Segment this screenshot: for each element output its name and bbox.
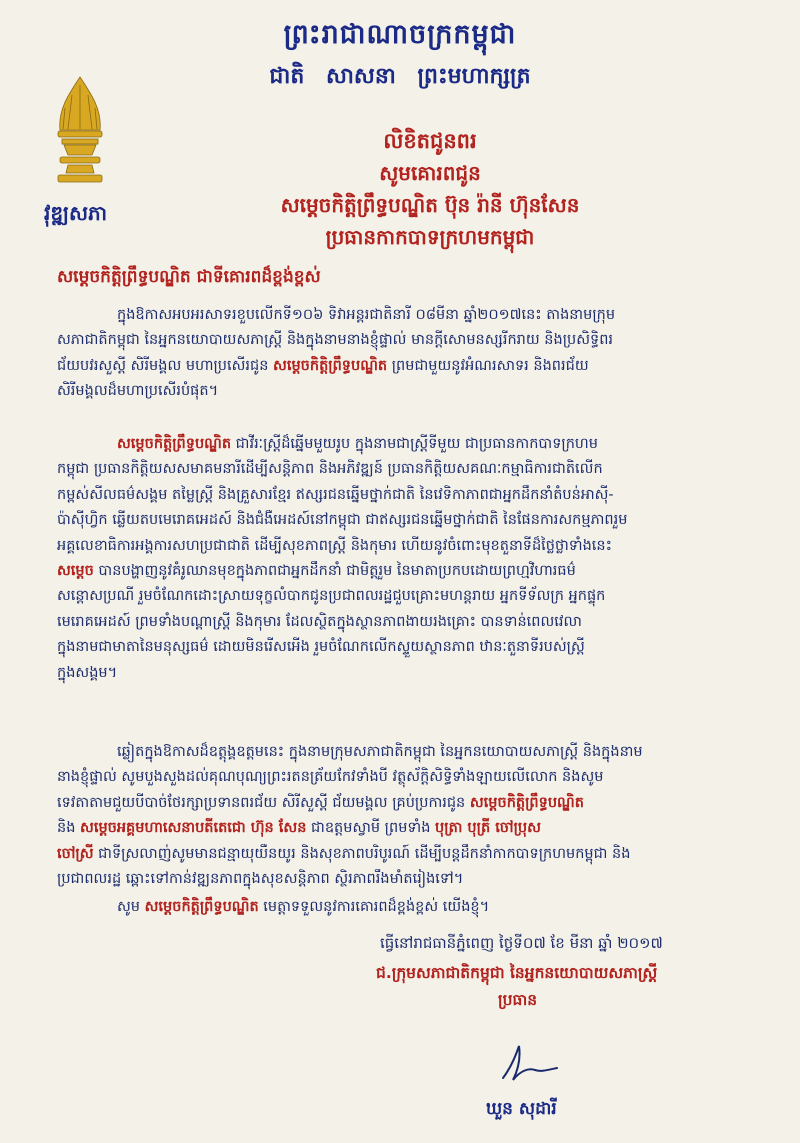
paragraph-line <box>57 354 747 379</box>
senate-emblem-icon <box>50 75 110 185</box>
text-run: សូម <box>117 899 141 915</box>
text-run: ព្រមជាមួយនូវអំណរសាទរ និងពរជ័យ <box>387 357 589 374</box>
paragraph-line: ក្នុងសង្គម។ <box>57 664 118 681</box>
paragraph-line <box>57 791 747 816</box>
letter-type: លិខិតជូនពរ <box>383 129 477 153</box>
paragraph-line: ឆ្លៀតក្នុងឱកាសដ៏ឧត្តុង្គឧត្តមនេះ ក្នុងនាមក្រុមសភាជាតិកម្ពុជា នៃអ្នកនយោបាយសភាស្ត្រី និងក្នុងនាម <box>117 744 643 760</box>
salutation: សម្តេចកិត្តិព្រឹទ្ធបណ្ឌិត ជាទីគោរពដ៏ខ្ពង់ខ្ពស់ <box>57 267 321 287</box>
paragraph-1 <box>57 303 747 405</box>
paragraph-line: កម្ពស់សីលធម៌សង្គម តម្លៃស្ត្រី និងគ្រួសារខ្មែរ ឥស្សរជនឆ្នើមថ្នាក់ជាតិ នៃវេទិកាភាពជាអ្នកដឹកនាំតំបន់អាស៊ី- <box>57 486 614 503</box>
text-run: ទេវតាតាមជួយបីបាច់ថែរក្សាប្រទានពរជ័យ សិរីសួស្តី ជ័យមង្គល គ្រប់ប្រការជូន <box>57 794 466 811</box>
text-run: ជាឧត្តមស្វាមី ព្រមទាំង <box>306 820 431 837</box>
paragraph-line <box>57 432 747 457</box>
honorific-highlight: សម្តេចកិត្តិព្រឹទ្ធបណ្ឌិត <box>117 436 232 452</box>
recipient-title: ប្រធានកាកបាទក្រហមកម្ពុជា <box>325 225 535 249</box>
honorific-highlight: បុត្រា បុត្រី ចៅប្រុស <box>435 820 541 837</box>
text-run: បានបង្ហាញនូវគំរូឈានមុខក្នុងភាពជាអ្នកដឹកនាំ ជាមិត្តរួម នៃមាតាប្រកបដោយព្រហ្មវិហារធម៌ <box>93 563 576 580</box>
honorific-highlight: ចៅស្រី <box>57 845 94 862</box>
paragraph-line <box>57 895 747 920</box>
paragraph-line: សិរីមង្គលដ៏មហាប្រសើរបំផុត។ <box>57 383 219 400</box>
text-run: ជាវីរៈស្ត្រីដ៏ឆ្នើមមួយរូប ក្នុងនាមជាស្ត្រីទីមួយ ជាប្រធានកាកបាទក្រហម <box>231 436 598 452</box>
text-run: ជ័យបវរសួស្តី សិរីមង្គល មហាប្រសើរជូន <box>57 357 269 374</box>
paragraph-line <box>57 816 747 841</box>
text-run: មេត្តាទទួលនូវការគោរពដ៏ខ្ពង់ខ្ពស់ យើងខ្ញុំ។ <box>258 899 490 915</box>
text-run: និង <box>57 820 76 837</box>
paragraph-4 <box>57 895 747 920</box>
paragraph-line: សន្តោសប្រណី រួមចំណែកដោះស្រាយទុក្ខលំបាកជូនប្រជាពលរដ្ឋជួបគ្រោះមហន្តរាយ អ្នកទីទ័លក្រ អ្នកផ្ទុក <box>57 588 606 605</box>
signer-organization: ជ.ក្រុមសភាជាតិកម្ពុជា នៃអ្នកនយោបាយសភាស្ត្រី <box>376 964 658 982</box>
signer-role: ប្រធាន <box>498 991 538 1009</box>
paragraph-line: នាងខ្ញុំផ្ទាល់ សូមបួងសួងដល់គុណបុណ្យព្រះរតនត្រ័យកែវទាំងបី វត្ថុស័ក្តិសិទ្ធិទាំងឡាយលើលោក និងសូម <box>57 769 604 786</box>
paragraph-line: ក្នុងឱកាសអបអរសាទរខួបលើកទី១០៦ ទិវាអន្តរជាតិនារី ០៨មីនា ឆ្នាំ២០១៧នេះ តាងនាមក្រុម <box>117 307 616 323</box>
national-motto: ជាតិ សាសនា ព្រះមហាក្សត្រ <box>269 64 531 89</box>
letter-date: ធ្វើនៅរាជធានីភ្នំពេញ ថ្ងៃទី០៧ ខែ មីនា ឆ្នាំ ២០១៧ <box>380 934 663 952</box>
honorific-highlight: សម្តេច <box>57 563 94 580</box>
letter-title-block <box>150 125 710 253</box>
text-run: ជាទីស្រលាញ់សូមមានជន្មាយុយឺនយូរ និងសុខភាពបរិបូរណ៍ ដើម្បីបន្តដឹកនាំកាកបាទក្រហមកម្ពុជា និង <box>93 845 631 862</box>
honorific-highlight: សម្តេចកិត្តិព្រឹទ្ធបណ្ឌិត <box>469 794 584 811</box>
addressing-line: សូមគោរពជូន <box>379 161 481 185</box>
recipient-name: សម្តេចកិត្តិព្រឹទ្ធបណ្ឌិត ប៊ុន រ៉ានី ហ៊ុនសែន <box>280 193 580 217</box>
paragraph-line: សភាជាតិកម្ពុជា នៃអ្នកនយោបាយសភាស្ត្រី និងក្នុងនាមនាងខ្ញុំផ្ទាល់ មានក្តីសោមនស្សរីករាយ និងប្រសិទ្ធិពរ <box>57 332 614 349</box>
honorific-highlight: សម្តេចកិត្តិព្រឹទ្ធបណ្ឌិត <box>144 899 259 915</box>
signer-name: ឃួន សុដារី <box>486 1099 557 1119</box>
paragraph-line: ក្នុងនាមជាមាតានៃមនុស្សធម៌ ដោយមិនរើសអើង រួមចំណែកលើកស្ទួយស្ថានភាព ឋានៈតួនាទីរបស់ស្ត្រី <box>57 639 585 656</box>
kingdom-heading: ព្រះរាជាណាចក្រកម្ពុជា <box>283 19 517 50</box>
paragraph-3 <box>57 740 747 892</box>
paragraph-line: មេរោគអេដស៍ ព្រមទាំងបណ្តាស្ត្រី និងកុមារ ដែលស្ថិតក្នុងស្ថានភាពងាយរងគ្រោះ បានទាន់ពេលវេលា <box>57 613 582 630</box>
honorific-highlight: សម្តេចអគ្គមហាសេនាបតីតេជោ ហ៊ុន សែន <box>80 820 307 837</box>
paragraph-line: ប្រជាពលរដ្ឋ ឆ្ពោះទៅកាន់វឌ្ឍនភាពក្នុងសុខសន្តិភាព ស្ថិរភាពរឹងមាំតរៀងទៅ។ <box>57 871 464 888</box>
senate-label: វុឌ្ឍសភា <box>44 201 108 225</box>
paragraph-line: អគ្គលេខាធិការអង្គការសហប្រជាជាតិ ដើម្បីសុខភាពស្ត្រី និងកុមារ ហើយនូវចំពោះមុខតួនាទីដ៏ថ្លៃថ្លាទាំងនេះ <box>57 537 612 554</box>
paragraph-line <box>57 559 747 584</box>
paragraph-line: ប៉ាស៊ីហ្វិក ឆ្លើយតបមេរោគអេដស៍ និងជំងឺអេដស៍នៅកម្ពុជា ជាឥស្សរជនឆ្នើមថ្នាក់ជាតិ នៃផែនការសកម្មភាពរួម <box>57 512 628 529</box>
paragraph-line: កម្ពុជា ប្រធានកិត្តិយសសមាគមនារីដើម្បីសន្តិភាព និងអភិវឌ្ឍន៍ ប្រធានកិត្តិយសគណៈកម្មាធិការជាតិលើក <box>57 461 603 478</box>
honorific-highlight: សម្តេចកិត្តិព្រឹទ្ធបណ្ឌិត <box>273 357 388 374</box>
paragraph-2 <box>57 432 747 686</box>
paragraph-line <box>57 842 747 867</box>
signature-icon <box>495 1040 565 1085</box>
